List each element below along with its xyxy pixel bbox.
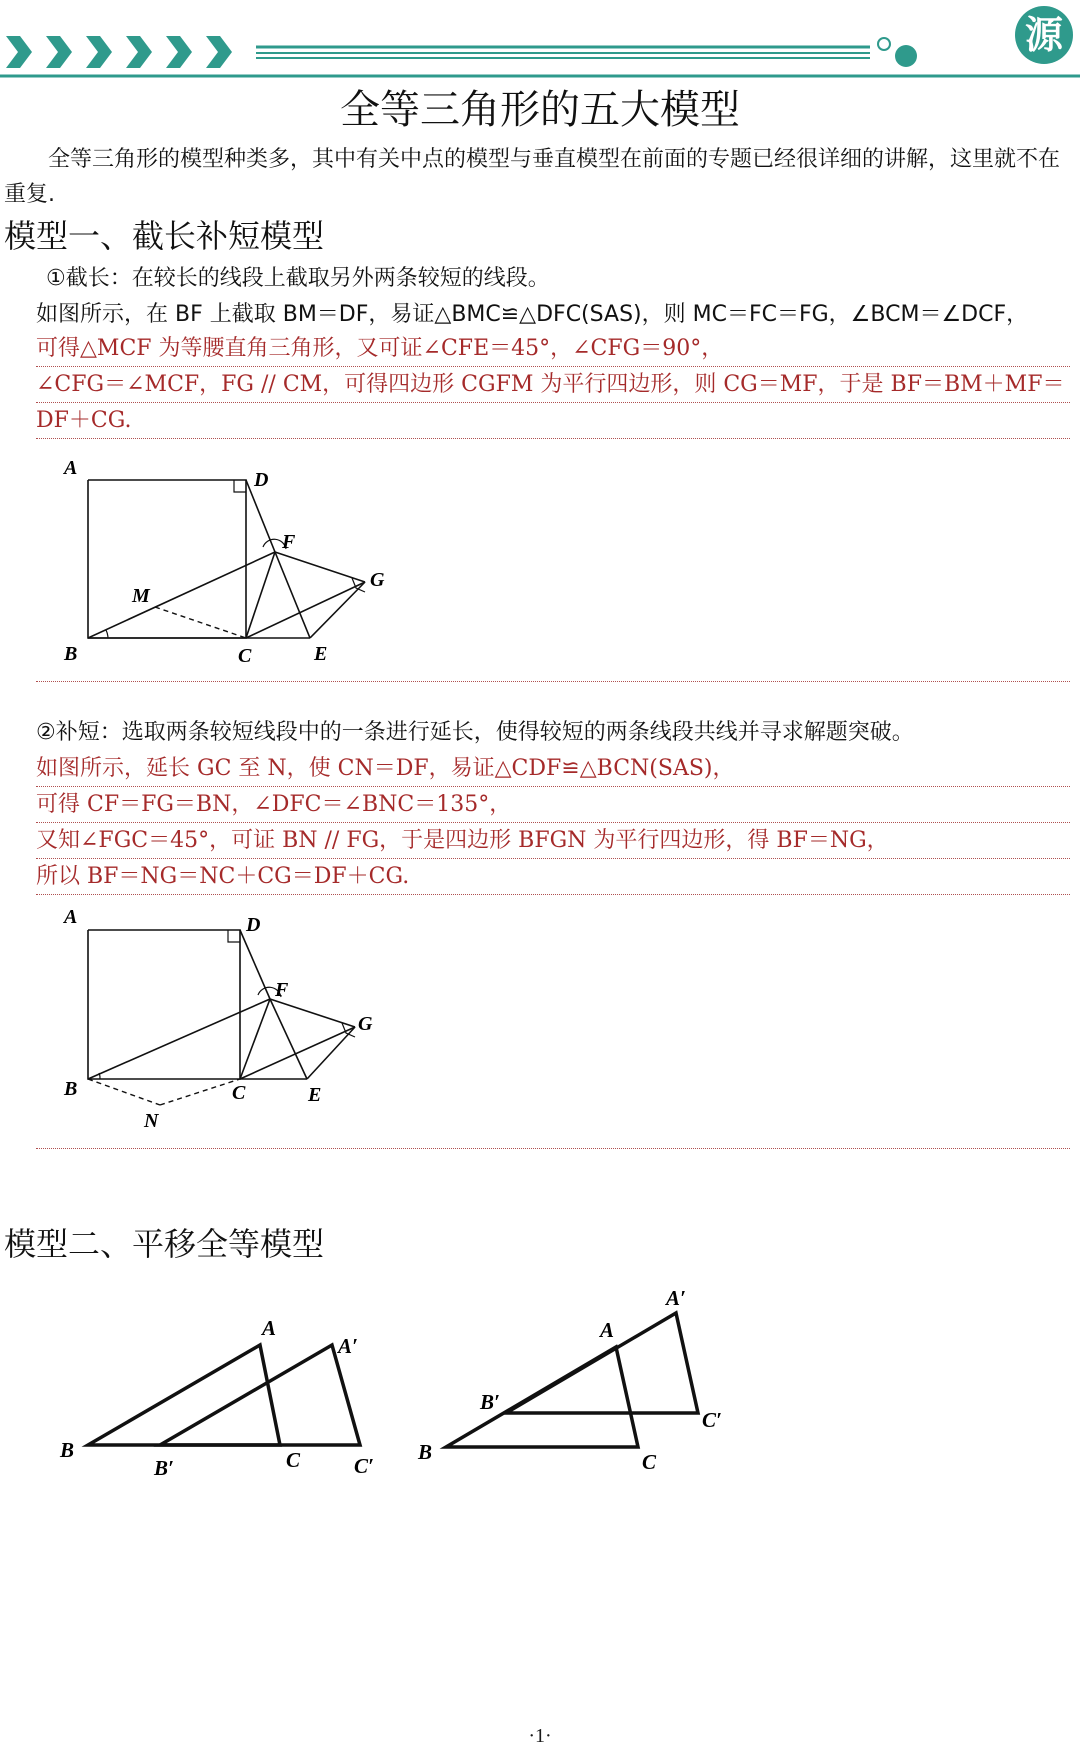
figure-translation-2	[410, 1275, 740, 1485]
part2-line-4: 所以 BF＝NG＝NC＋CG＝DF＋CG.	[36, 860, 1070, 895]
label-B: B	[64, 1078, 78, 1100]
header-decoration	[0, 0, 1080, 80]
part1-label: ①截长：在较长的线段上截取另外两条较短的线段。	[46, 266, 550, 291]
label-M: M	[132, 585, 150, 607]
label-A-prime: A′	[666, 1286, 686, 1310]
divider	[36, 1148, 1070, 1149]
label-A: A	[64, 457, 78, 479]
label-E: E	[314, 643, 328, 665]
label-D: D	[254, 469, 269, 491]
label-B-prime: B′	[480, 1390, 500, 1414]
label-B-prime: B′	[154, 1456, 174, 1480]
figure-model1-cut	[60, 450, 420, 670]
label-A: A	[600, 1318, 615, 1342]
label-C-prime: C′	[702, 1408, 722, 1432]
figure-model1-extend	[60, 905, 400, 1135]
label-C: C	[642, 1450, 657, 1474]
label-B: B	[418, 1440, 433, 1464]
label-C: C	[286, 1448, 301, 1472]
part2-line-2: 可得 CF＝FG＝BN，∠DFC＝∠BNC＝135°，	[36, 788, 1070, 823]
part1-line-3: ∠CFG＝∠MCF，FG // CM，可得四边形 CGFM 为平行四边形，则 CG＝MF，于是 BF＝BM＋MF＝	[36, 368, 1070, 403]
label-E: E	[308, 1084, 322, 1106]
part1-line-1: 如图所示，在 BF 上截取 BM＝DF，易证△BMC≌△DFC(SAS)，则 MC＝FC＝FG，∠BCM＝∠DCF，	[36, 302, 1029, 327]
label-N: N	[144, 1110, 159, 1132]
figure-translation-1	[50, 1305, 400, 1485]
part2-line-1: 如图所示，延长 GC 至 N，使 CN＝DF，易证△CDF≌△BCN(SAS)，	[36, 752, 1070, 787]
intro-paragraph: 全等三角形的模型种类多，其中有关中点的模型与垂直模型在前面的专题已经很详细的讲解，这里就不在重复.	[4, 147, 1061, 207]
label-D: D	[246, 914, 261, 936]
model1-heading: 模型一、截长补短模型	[4, 217, 325, 255]
label-C: C	[232, 1082, 246, 1104]
label-B: B	[60, 1438, 75, 1462]
label-F: F	[282, 531, 296, 553]
part1-line-4: DF＋CG.	[36, 404, 1070, 439]
label-A-prime: A′	[338, 1334, 358, 1358]
label-G: G	[370, 569, 385, 591]
model2-heading: 模型二、平移全等模型	[4, 1225, 325, 1263]
part2-label: ②补短：选取两条较短线段中的一条进行延长，使得较短的两条线段共线并寻求解题突破。	[36, 720, 914, 745]
logo-badge: 源	[1015, 6, 1073, 64]
part2-line-3: 又知∠FGC＝45°，可证 BN // FG，于是四边形 BFGN 为平行四边形，得 BF＝NG，	[36, 824, 1070, 859]
label-B: B	[64, 643, 78, 665]
label-G: G	[358, 1013, 373, 1035]
label-C-prime: C′	[354, 1454, 374, 1478]
label-C: C	[238, 645, 252, 667]
page-title: 全等三角形的五大模型	[340, 87, 740, 133]
label-A: A	[262, 1316, 277, 1340]
divider	[36, 681, 1070, 682]
page-number: ·1·	[528, 1725, 552, 1747]
label-A: A	[64, 906, 78, 928]
part1-line-2: 可得△MCF 为等腰直角三角形，又可证∠CFE＝45°，∠CFG＝90°，	[36, 332, 1070, 367]
label-F: F	[275, 979, 289, 1001]
